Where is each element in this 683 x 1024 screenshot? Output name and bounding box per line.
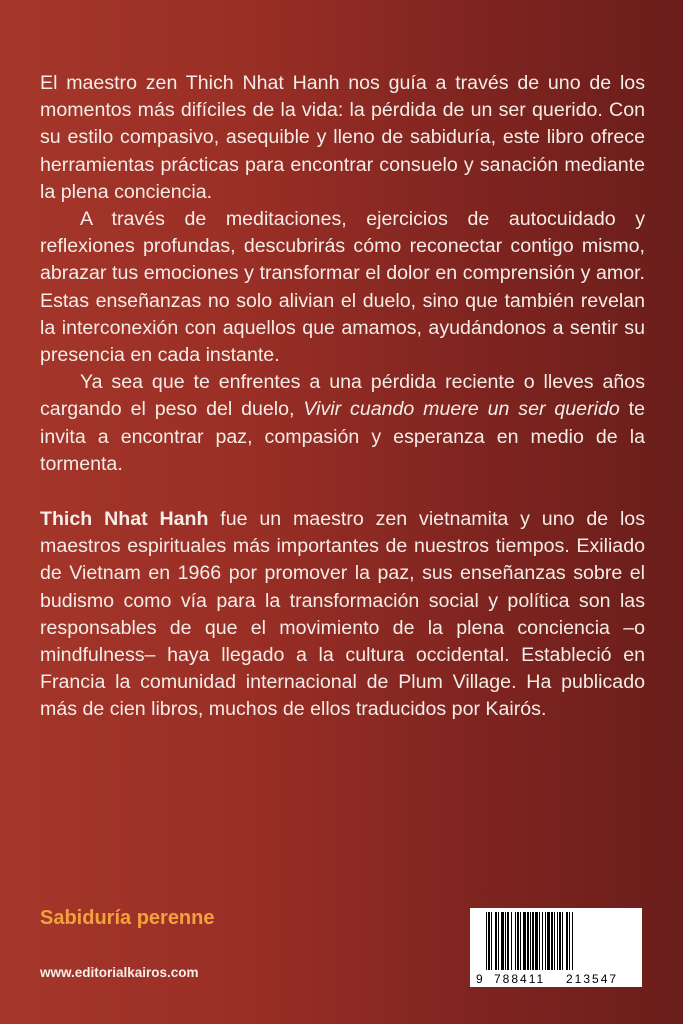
barcode-digit-prefix: 9 bbox=[476, 972, 483, 986]
barcode-bar bbox=[498, 912, 499, 970]
barcode-bar bbox=[572, 912, 573, 970]
isbn-barcode bbox=[470, 908, 642, 987]
barcode-bar bbox=[547, 912, 550, 970]
blurb-paragraph-3 bbox=[40, 369, 645, 478]
barcode-digits-right: 213547 bbox=[566, 972, 619, 986]
collection-name: Sabiduría perenne bbox=[40, 907, 215, 929]
barcode-bar bbox=[566, 912, 568, 970]
barcode-bar bbox=[523, 912, 526, 970]
author-bio-text: fue un maestro zen vietnamita y uno de los maestros espirituales más importantes de nuestros tiempos. Exiliado de Vietnam en 1966 por promover la paz, sus enseñanzas sobre el budismo como vía para la transformación social y política son las responsables de que el movimiento de la plena conciencia –o mindfulness– haya llegado a la cultura occidental. Estableció en Francia la comunidad internacional de Plum Village. Ha publicado más de cien libros, muchos de ellos traducidos por Kairós. bbox=[40, 508, 645, 721]
barcode-bar bbox=[515, 912, 516, 970]
barcode-bar bbox=[545, 912, 546, 970]
barcode-bar bbox=[511, 912, 512, 970]
barcode-bar bbox=[488, 912, 490, 970]
barcode-bar bbox=[530, 912, 531, 970]
barcode-bar bbox=[554, 912, 555, 970]
barcode-bar bbox=[551, 912, 553, 970]
blurb-p3-end: te invita a encontrar paz, compasión y esperanza en medio de la tormenta. bbox=[40, 398, 645, 475]
blurb-paragraph-2: A través de meditaciones, ejercicios de autocuidado y reflexiones profundas, descubrirás cómo reconectar contigo mismo, abrazar tus emociones y transformar el dolor en comprensión y amor. Estas enseñanzas no solo alivian el duelo, sino que también revelan la interconexión con aquellos que amamos, ayudándonos a sentir su presencia en cada instante. bbox=[40, 208, 645, 367]
author-name: Thich Nhat Hanh bbox=[40, 508, 209, 530]
barcode-digits-left: 788411 bbox=[494, 972, 546, 986]
barcode-bar bbox=[507, 912, 509, 970]
blurb-p3-start: Ya sea que te enfrentes a una pérdida reciente o lleves años cargando el peso del duelo, bbox=[40, 371, 645, 421]
barcode-bar bbox=[495, 912, 497, 970]
barcode-bar bbox=[491, 912, 492, 970]
barcode-bar bbox=[527, 912, 529, 970]
barcode-bar bbox=[532, 912, 534, 970]
barcode-bar bbox=[569, 912, 570, 970]
barcode-bar bbox=[559, 912, 561, 970]
barcode-bar bbox=[505, 912, 506, 970]
blurb-paragraph-1: El maestro zen Thich Nhat Hanh nos guía a través de uno de los momentos más difíciles de la vida: la pérdida de un ser querido. Con su estilo compasivo, asequible y lleno de sabiduría, este libro ofrece herramientas prácticas para encontrar consuelo y sanación mediante la plena conciencia. bbox=[40, 72, 645, 203]
barcode-graphic bbox=[470, 908, 642, 987]
barcode-bar bbox=[542, 912, 543, 970]
barcode-bar bbox=[517, 912, 519, 970]
publisher-website: www.editorialkairos.com bbox=[40, 965, 199, 980]
barcode-bar bbox=[501, 912, 504, 970]
barcode-bars bbox=[486, 912, 573, 970]
barcode-bar bbox=[539, 912, 540, 970]
barcode-bar bbox=[535, 912, 538, 970]
barcode-bar bbox=[557, 912, 558, 970]
barcode-bar bbox=[562, 912, 563, 970]
back-cover-blurb bbox=[40, 70, 645, 478]
author-bio bbox=[40, 506, 645, 724]
barcode-bar bbox=[520, 912, 521, 970]
book-title: Vivir cuando muere un ser querido bbox=[303, 398, 620, 421]
barcode-bar bbox=[486, 912, 487, 970]
